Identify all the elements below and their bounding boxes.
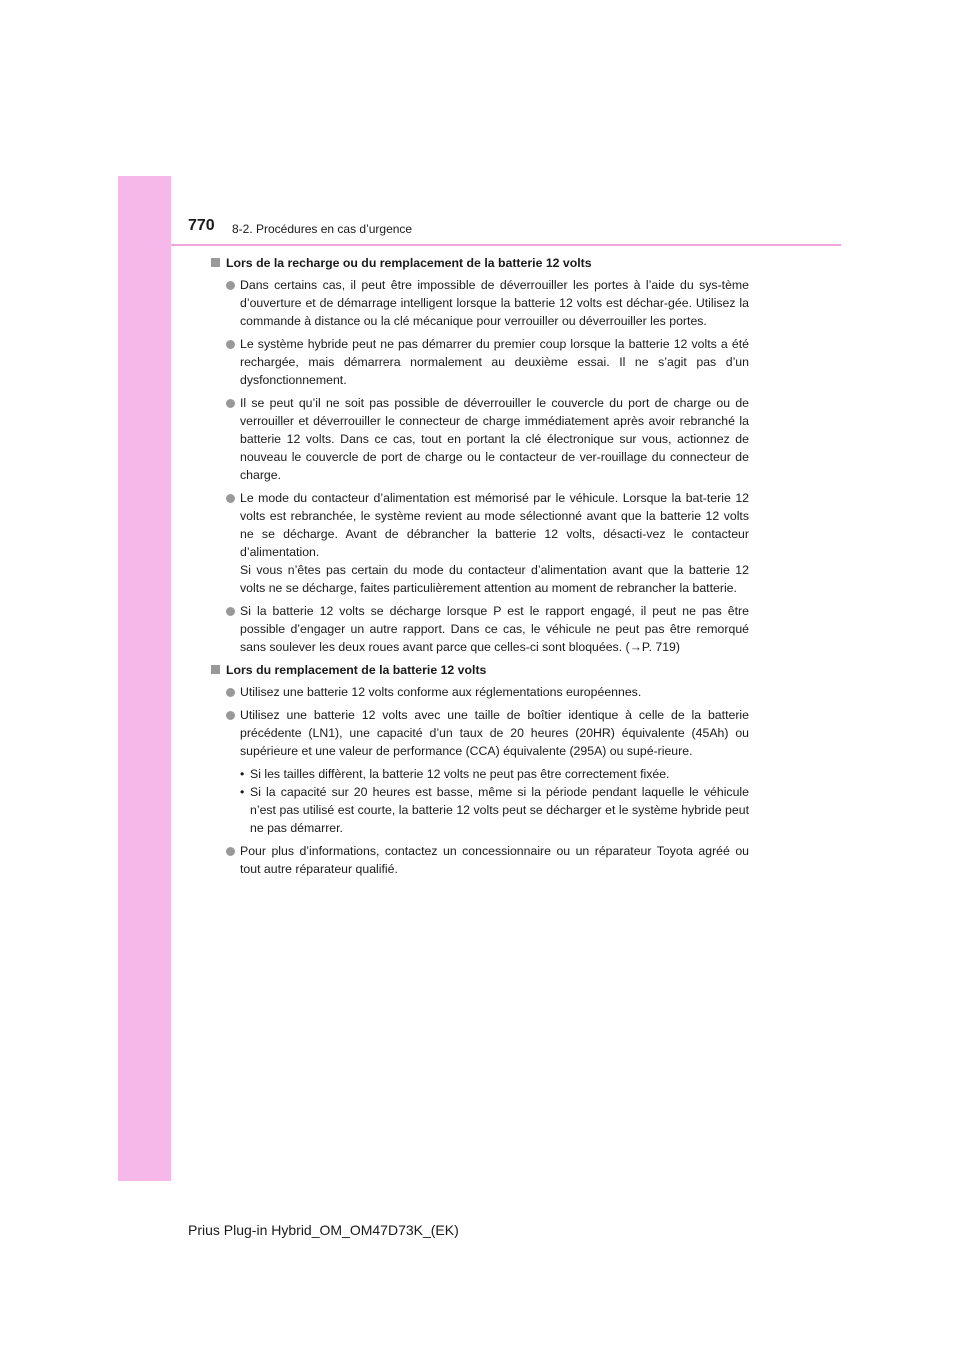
list-item: Pour plus d’informations, contactez un concessionnaire ou un réparateur Toyota agréé ou tout autre réparateur qualifié.: [211, 842, 749, 878]
document-footer: Prius Plug-in Hybrid_OM_OM47D73K_(EK): [188, 1222, 459, 1238]
section-heading: Lors de la recharge ou du remplacement de la batterie 12 volts: [211, 254, 749, 272]
main-content: [211, 254, 749, 883]
circle-bullet-icon: [226, 607, 235, 616]
list-item: Dans certains cas, il peut être impossible de déverrouiller les portes à l’aide du sys-tème d’ouverture et de démarrage intelligent lorsque la batterie 12 volts est déchar-gée. Utilisez la commande à distance ou la clé mécanique pour verrouiller ou déverrouiller les portes.: [211, 276, 749, 330]
list-item: Il se peut qu’il ne soit pas possible de déverrouiller le couvercle du port de charge ou de verrouiller et déverrouiller le connecteur de charge immédiatement après avoir rebranché la batterie 12 volts. Dans ce cas, tout en portant la clé électronique sur vous, actionnez de nouveau le couvercle de port de charge ou le contacteur de ver-rouillage du connecteur de charge.: [211, 394, 749, 484]
circle-bullet-icon: [226, 340, 235, 349]
circle-bullet-icon: [226, 847, 235, 856]
section-title: 8-2. Procédures en cas d’urgence: [232, 222, 413, 236]
sub-list-item: • Si la capacité sur 20 heures est basse, même si la période pendant laquelle le véhicule n’est pas utilisé est courte, la batterie 12 volts peut se décharger et le système hybride peut ne pas démarrer.: [240, 785, 749, 835]
chapter-tab-sidebar: [118, 176, 171, 1181]
list-item: Si la batterie 12 volts se décharge lorsque P est le rapport engagé, il peut ne pas être possible d’engager un autre rapport. Dans ce cas, le véhicule ne peut pas être remorqué sans soulever les deux roues avant parce que celles-ci sont bloquées. (→P. 719): [211, 602, 749, 656]
sub-list: [211, 765, 749, 837]
square-bullet-icon: [211, 258, 220, 267]
sub-list-item: • Si les tailles diffèrent, la batterie 12 volts ne peut pas être correctement fixée.: [240, 767, 670, 781]
list-item: Le mode du contacteur d’alimentation est mémorisé par le véhicule. Lorsque la bat-terie 12 volts est rebranchée, le système revient au mode sélectionné avant que la batterie 12 volts ne se décharge. Avant de débrancher la batterie 12 volts, désacti-vez le contacteur d’alimentation. Si vous n’êtes pas certain du mode du contacteur d’alimentation avant que la batterie 12 volts ne se décharge, faites particulièrement attention au moment de rebrancher la batterie.: [211, 489, 749, 597]
list-item: Le système hybride peut ne pas démarrer du premier coup lorsque la batterie 12 volts a été rechargée, mais démarrera normalement au deuxième essai. Il ne s’agit pas d’un dysfonctionnement.: [211, 335, 749, 389]
circle-bullet-icon: [226, 399, 235, 408]
section-heading: Lors du remplacement de la batterie 12 volts: [211, 661, 749, 679]
circle-bullet-icon: [226, 281, 235, 290]
list-item: Utilisez une batterie 12 volts conforme aux réglementations européennes.: [211, 683, 749, 701]
page-number: 770: [188, 217, 215, 234]
list-item: Utilisez une batterie 12 volts avec une taille de boîtier identique à celle de la batterie précédente (LN1), une capacité d’un taux de 20 heures (20HR) équivalente (45Ah) ou supérieure et une valeur de performance (CCA) équivalente (295A) ou supé-rieure.: [211, 706, 749, 760]
circle-bullet-icon: [226, 711, 235, 720]
circle-bullet-icon: [226, 494, 235, 503]
circle-bullet-icon: [226, 688, 235, 697]
header-divider: [171, 244, 841, 246]
square-bullet-icon: [211, 665, 220, 674]
